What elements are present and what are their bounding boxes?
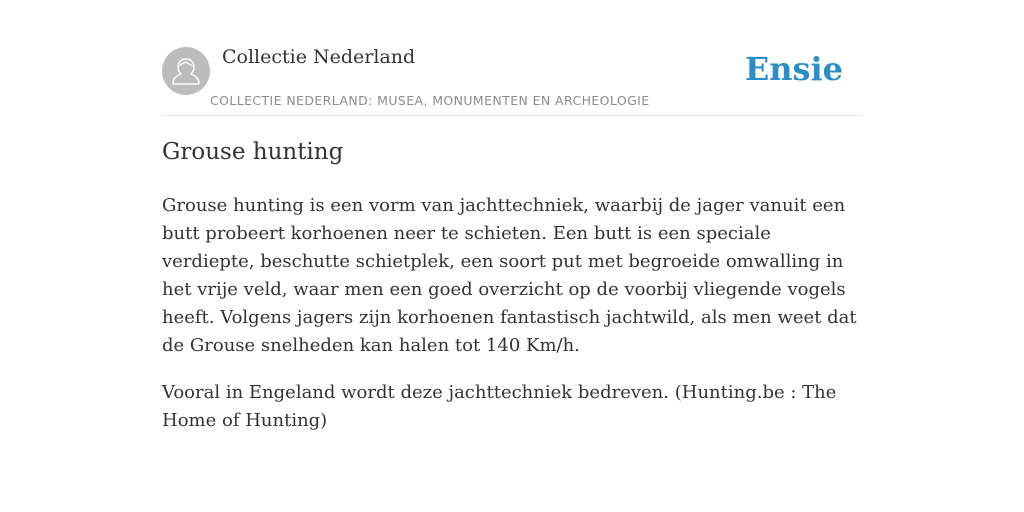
definition-card xyxy=(162,0,862,512)
source-label[interactable]: COLLECTIE NEDERLAND: MUSEA, MONUMENTEN EN ARCHEOLOGIE xyxy=(210,93,650,108)
card-header xyxy=(162,0,862,116)
ensie-logo[interactable]: Ensie xyxy=(744,50,843,88)
user-silhouette-icon xyxy=(162,47,210,95)
entry-paragraph: Vooral in Engeland wordt deze jachttechniek bedreven. (Hunting.be : The Home of Hunting) xyxy=(162,382,837,431)
entry-body xyxy=(162,192,862,454)
entry-title: Grouse hunting xyxy=(162,139,344,165)
author-avatar[interactable] xyxy=(162,47,210,95)
entry-paragraph: Grouse hunting is een vorm van jachttechniek, waarbij de jager vanuit een butt probeert korhoenen neer te schieten. Een butt is een speciale verdiepte, beschutte schietplek, een soort put met begroeide omwalling in het vrije veld, waar men een goed overzicht op de voorbij vliegende vogels heeft. Volgens jagers zijn korhoenen fantastisch jachtwild, als men weet dat de Grouse snelheden kan halen tot 140 Km/h. xyxy=(162,195,857,356)
author-name[interactable]: Collectie Nederland xyxy=(222,46,416,68)
